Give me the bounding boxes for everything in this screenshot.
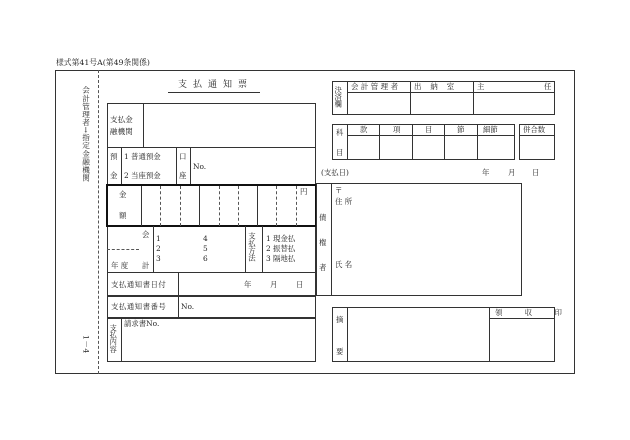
item-header-setsu: 節	[457, 125, 465, 134]
form-title: 支払通知票	[178, 80, 254, 90]
pay-date-year: 年	[482, 168, 490, 177]
notice-date-year: 年	[244, 280, 252, 289]
divider	[121, 318, 122, 362]
receipt-stamp-label: 領 収 印	[495, 308, 572, 317]
summary-label-2: 要	[336, 347, 344, 356]
page-number: 1－4	[81, 335, 91, 354]
fiscal-num-2: 2	[156, 244, 161, 253]
divider	[412, 124, 413, 160]
bank-label-1: 支払金	[110, 115, 133, 124]
title-underline	[168, 92, 260, 93]
divider	[121, 147, 122, 185]
digit-divider	[180, 186, 181, 226]
name-label: 氏 名	[335, 260, 353, 269]
divider	[347, 124, 348, 160]
account-label-1: 口	[179, 152, 187, 161]
method-remote[interactable]: 3 隔地払	[266, 254, 296, 263]
divider	[245, 226, 246, 272]
creditor-label-1: 債	[319, 213, 327, 222]
divider	[489, 318, 555, 319]
fiscal-num-6: 6	[203, 254, 208, 263]
divider	[107, 272, 316, 273]
item-header-moku: 目	[425, 125, 433, 134]
notice-number-label: 支払通知書番号	[111, 302, 167, 311]
side-label: 会計管理者→指定金融機関	[81, 86, 91, 182]
pay-date-label: (支払日)	[321, 168, 349, 177]
approval-header-officer: 任	[544, 82, 552, 91]
divider	[331, 183, 332, 296]
account-no-label: No.	[193, 162, 207, 171]
summary-label-1: 摘	[336, 315, 344, 324]
divider	[519, 135, 555, 136]
digit-divider	[238, 186, 239, 226]
divider	[347, 135, 515, 136]
invoice-no-label: 請求書No.	[124, 319, 160, 328]
deposit-option-ordinary[interactable]: 1 普通預金	[124, 152, 161, 161]
digit-divider	[160, 186, 161, 226]
divider	[347, 307, 348, 362]
method-cash[interactable]: 1 現金払	[266, 234, 296, 243]
address-label: 住 所	[335, 197, 353, 206]
nendo-label: 年 度	[111, 261, 129, 270]
notice-number-no: No.	[181, 302, 195, 311]
amount-label-2: 額	[119, 211, 127, 220]
deposit-label-2: 金	[110, 171, 118, 180]
items-label-1: 科	[336, 128, 344, 137]
divider	[489, 307, 490, 362]
divider	[347, 81, 348, 115]
pay-date-month: 月	[508, 168, 516, 177]
divider	[410, 81, 411, 115]
kai-label: 会	[142, 230, 150, 239]
digit-divider	[257, 186, 258, 226]
divider	[477, 124, 478, 160]
yen-label: 円	[300, 187, 308, 196]
divider	[178, 296, 179, 318]
fiscal-num-4: 4	[203, 234, 208, 243]
divider	[473, 81, 474, 115]
attachment-count-label: 併合数	[523, 125, 546, 134]
digit-divider	[199, 186, 200, 226]
item-header-saisetsu: 細節	[483, 125, 498, 134]
creditor-label-2: 権	[319, 238, 327, 247]
divider	[262, 226, 263, 272]
divider	[379, 124, 380, 160]
items-label-2: 目	[336, 148, 344, 157]
approval-header-chief: 主	[477, 82, 485, 91]
pay-date-day: 日	[532, 168, 540, 177]
approval-label: 決済欄	[334, 86, 344, 108]
divider	[176, 147, 177, 185]
notice-date-label: 支払通知書日付	[111, 280, 167, 289]
deposit-label-1: 預	[110, 152, 118, 161]
fiscal-num-1: 1	[156, 234, 161, 243]
fiscal-num-3: 3	[156, 254, 161, 263]
divider	[153, 226, 154, 272]
approval-header-cashier: 出納室	[414, 82, 464, 91]
account-label-2: 座	[179, 171, 187, 180]
bank-label-2: 融機関	[110, 127, 133, 136]
divider	[347, 92, 555, 93]
divider	[107, 249, 139, 250]
digit-divider	[296, 186, 297, 226]
digit-divider	[276, 186, 277, 226]
item-header-kou: 項	[393, 125, 401, 134]
item-header-kan: 款	[360, 125, 368, 134]
payment-method-label: 支払方法	[247, 232, 257, 262]
notice-date-month: 月	[270, 280, 278, 289]
approval-header-manager: 会計管理者	[351, 82, 401, 91]
divider	[190, 147, 191, 185]
divider	[141, 186, 142, 226]
amount-box[interactable]	[106, 184, 317, 227]
divider	[143, 103, 144, 147]
perforation-line	[98, 70, 99, 374]
divider	[178, 272, 179, 296]
kei-label: 計	[142, 261, 150, 270]
amount-label-1: 金	[119, 190, 127, 199]
deposit-option-current[interactable]: 2 当座預金	[124, 171, 161, 180]
notice-date-day: 日	[296, 280, 304, 289]
method-transfer[interactable]: 2 振替払	[266, 244, 296, 253]
digit-divider	[219, 186, 220, 226]
fiscal-num-5: 5	[203, 244, 208, 253]
postal-mark: 〒	[335, 186, 343, 195]
divider	[444, 124, 445, 160]
form-number: 様式第41号A(第49条関係)	[56, 58, 150, 67]
divider	[107, 147, 316, 148]
creditor-label-3: 者	[319, 263, 327, 272]
content-label: 支払内容	[109, 324, 119, 353]
